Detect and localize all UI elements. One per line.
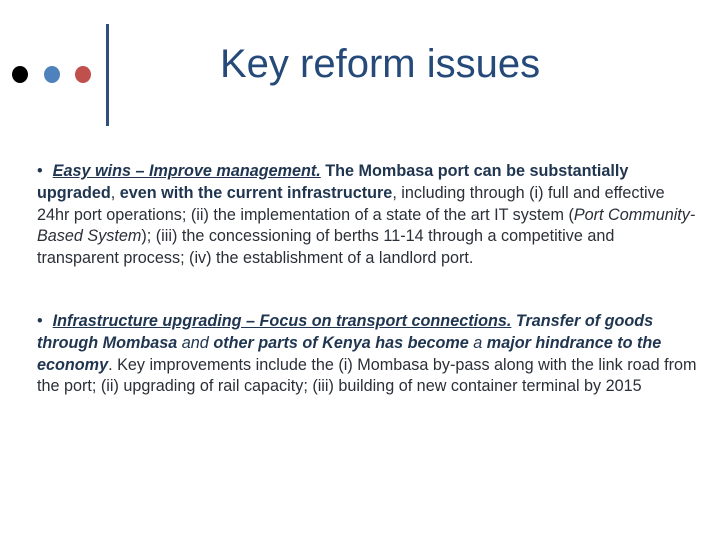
- bullet-infrastructure: [37, 311, 697, 398]
- bullet-heading: Infrastructure upgrading – Focus on transport connections.: [52, 312, 512, 330]
- header-divider: [106, 24, 109, 126]
- text-segment: The Mombasa port can be substantially upgraded: [37, 162, 629, 202]
- text-segment: Port Community-Based System: [37, 205, 696, 246]
- bullet-easy-wins: [37, 161, 697, 270]
- blue-dot-icon: [44, 66, 60, 83]
- text-segment: a: [468, 333, 487, 352]
- text-segment: Transfer of goods through Mombasa: [37, 312, 654, 352]
- text-segment: . Key improvements include the (i) Mombasa by-pass along with the link road from the port; (ii) upgrading of rail capacity; (iii) building of new container terminal by 2015: [37, 355, 697, 396]
- text-segment: and: [177, 333, 214, 352]
- bullet-marker: •: [37, 162, 43, 180]
- text-segment: major hindrance to the economy: [37, 333, 662, 374]
- red-dot-icon: [75, 66, 91, 83]
- black-dot-icon: [12, 66, 28, 83]
- slide-title: Key reform issues: [220, 42, 541, 86]
- text-segment: , including through (i) full and effective 24hr port operations; (ii) the implementation of a state of the art IT system (: [37, 183, 665, 224]
- bullet-heading: Easy wins – Improve management.: [52, 162, 321, 180]
- bullet-marker: •: [37, 312, 43, 330]
- text-segment: other parts of Kenya has become: [213, 333, 469, 352]
- text-segment: ); (iii) the concessioning of berths 11-14 through a competitive and transparent process; (iv) the establishment of a landlord port.: [37, 227, 615, 268]
- text-segment: even with the current infrastructure: [119, 183, 393, 202]
- text-segment: ,: [110, 183, 120, 202]
